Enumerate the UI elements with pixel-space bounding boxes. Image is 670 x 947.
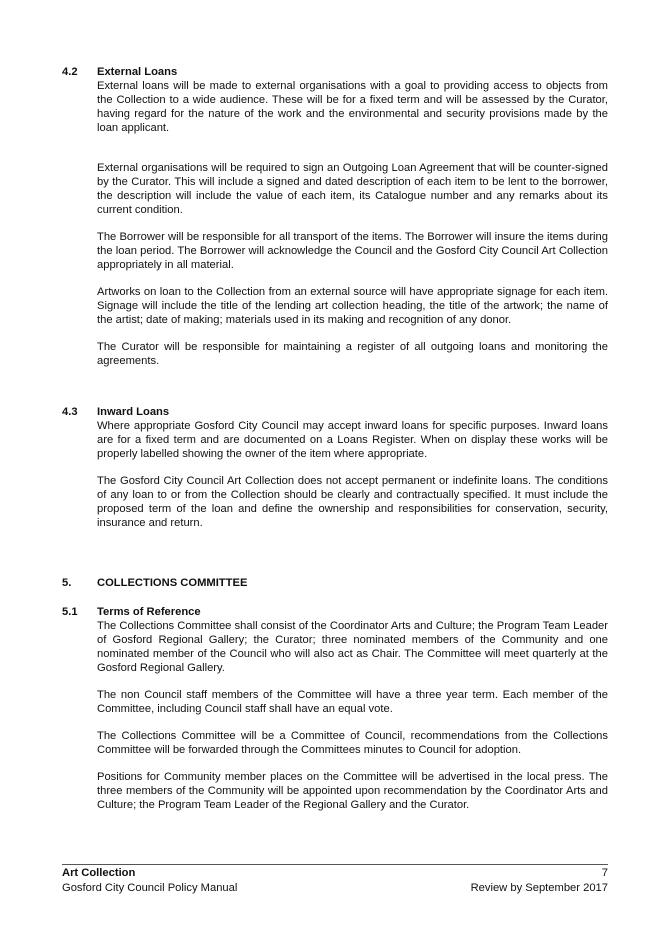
section-title: COLLECTIONS COMMITTEE bbox=[97, 577, 248, 589]
section-4-3 bbox=[62, 405, 608, 530]
section-heading bbox=[62, 576, 608, 590]
paragraph: The Collections Committee will be a Committee of Council, recommendations from the Collections Committee will be forwarded through the Committees minutes to Council for adoption. bbox=[97, 730, 608, 756]
paragraph: Positions for Community member places on the Committee will be advertised in the local press. The three members of the Community will be appointed upon recommendation by the Coordinator Arts and Culture; the Program Team Leader of the Regional Gallery and the Curator. bbox=[97, 771, 608, 811]
section-title: Inward Loans bbox=[97, 406, 170, 418]
section-number: 4.2 bbox=[62, 66, 78, 78]
section-number: 4.3 bbox=[62, 406, 78, 418]
section-heading bbox=[62, 405, 608, 419]
paragraph: The Borrower will be responsible for all transport of the items. The Borrower will insure the items during the loan period. The Borrower will acknowledge the Council and the Gosford City Council Art Collection appropriately in all material. bbox=[97, 231, 608, 271]
section-title: External Loans bbox=[97, 66, 178, 78]
paragraph: External loans will be made to external organisations with a goal to providing access to objects from the Collection to a wide audience. These will be for a fixed term and will be assessed by the Curator, having regard for the nature of the work and the environmental and security provisions made by the loan applicant. bbox=[97, 80, 608, 134]
section-number: 5.1 bbox=[62, 606, 78, 618]
paragraph: The Collections Committee shall consist of the Coordinator Arts and Culture; the Program Team Leader of Gosford Regional Gallery; the Curator; three nominated members of the Community and one nominated member of the Council who will also act as Chair. The Committee will meet quarterly at the Gosford Regional Gallery. bbox=[97, 620, 608, 674]
paragraph: Artworks on loan to the Collection from an external source will have appropriate signage for each item. Signage will include the title of the lending art collection heading, the title of the artwork; the name of the artist; date of making; materials used in its making and recognition of any donor. bbox=[97, 286, 608, 326]
section-5-1 bbox=[62, 605, 608, 812]
section-5 bbox=[62, 576, 608, 590]
footer-document-title: Art Collection bbox=[62, 867, 136, 879]
footer-review-date: Review by September 2017 bbox=[470, 882, 608, 894]
footer-manual-name: Gosford City Council Policy Manual bbox=[62, 882, 238, 894]
paragraph: Where appropriate Gosford City Council may accept inward loans for specific purposes. Inward loans are for a fixed term and are documented on a Loans Register. When on display these works will be properly labelled showing the owner of the item where appropriate. bbox=[97, 420, 608, 460]
paragraph: The non Council staff members of the Committee will have a three year term. Each member of the Committee, including Council staff shall have an equal vote. bbox=[97, 689, 608, 715]
section-heading bbox=[62, 605, 608, 619]
paragraph: External organisations will be required to sign an Outgoing Loan Agreement that will be counter-signed by the Curator. This will include a signed and dated description of each item to be lent to the borrower, the description will include the value of each item, its Catalogue number and any remarks about its current condition. bbox=[97, 162, 608, 216]
section-heading bbox=[62, 65, 608, 79]
page-footer bbox=[62, 864, 608, 896]
paragraph: The Curator will be responsible for maintaining a register of all outgoing loans and monitoring the agreements. bbox=[97, 341, 608, 367]
footer-page-number: 7 bbox=[601, 867, 608, 879]
paragraph: The Gosford City Council Art Collection does not accept permanent or indefinite loans. The conditions of any loan to or from the Collection should be clearly and contractually specified. It must include the proposed term of the loan and define the ownership and responsibilities for conservation, security, insurance and return. bbox=[97, 475, 608, 529]
section-4-2 bbox=[62, 65, 608, 368]
section-number: 5. bbox=[62, 577, 72, 589]
section-title: Terms of Reference bbox=[97, 606, 201, 618]
